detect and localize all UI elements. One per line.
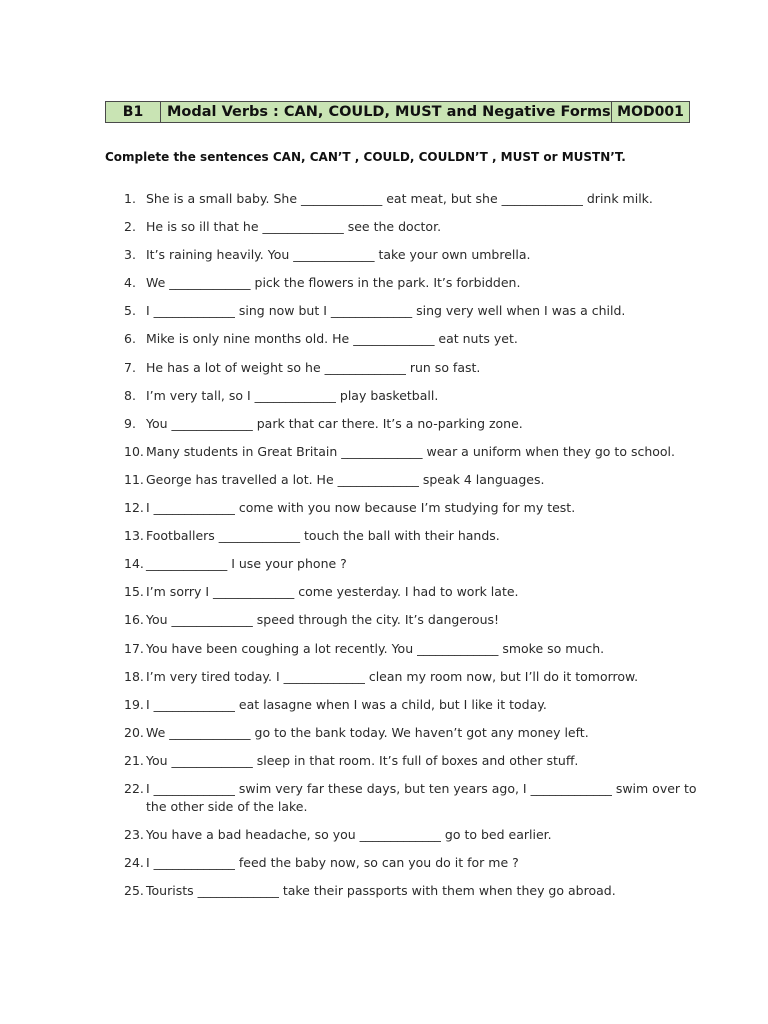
exercise-item (124, 471, 704, 489)
item-sentence: I _____________ feed the baby now, so can you do it for me ? (146, 855, 519, 871)
item-sentence: He has a lot of weight so he _____________ run so fast. (146, 359, 481, 375)
item-number: 14. (124, 556, 144, 572)
item-sentence: _____________ I use your phone ? (146, 556, 347, 572)
item-sentence: You have a bad headache, so you _____________ go to bed earlier. (146, 827, 552, 843)
item-number: 19. (124, 696, 144, 712)
exercise-item (124, 415, 704, 433)
item-number: 18. (124, 668, 144, 684)
item-number: 10. (124, 443, 144, 459)
item-sentence: You _____________ sleep in that room. It’s full of boxes and other stuff. (146, 752, 579, 768)
item-sentence: It’s raining heavily. You _____________ take your own umbrella. (146, 247, 531, 263)
item-number: 24. (124, 855, 144, 871)
worksheet-code: MOD001 (611, 102, 689, 122)
exercise-item (124, 190, 704, 208)
exercise-item (124, 443, 704, 461)
exercise-item (124, 359, 704, 377)
item-sentence: I _____________ come with you now because I’m studying for my test. (146, 500, 576, 516)
item-number: 7. (124, 359, 136, 375)
exercise-item (124, 640, 704, 658)
item-number: 8. (124, 387, 136, 403)
item-number: 15. (124, 584, 144, 600)
item-number: 13. (124, 528, 144, 544)
exercise-item (124, 780, 704, 816)
item-sentence: George has travelled a lot. He _____________ speak 4 languages. (146, 471, 545, 487)
exercise-list (124, 190, 704, 910)
exercise-item (124, 246, 704, 264)
worksheet-header (105, 101, 690, 123)
exercise-item (124, 611, 704, 629)
item-sentence: She is a small baby. She _____________ eat meat, but she _____________ drink milk. (146, 191, 653, 206)
exercise-item (124, 752, 704, 770)
exercise-item (124, 218, 704, 236)
level-label: B1 (106, 102, 161, 122)
exercise-item (124, 854, 704, 872)
item-number: 5. (124, 303, 136, 319)
item-sentence: Mike is only nine months old. He _____________ eat nuts yet. (146, 331, 518, 347)
item-number: 20. (124, 724, 144, 740)
item-sentence: Footballers _____________ touch the ball with their hands. (146, 528, 500, 544)
item-sentence: I _____________ sing now but I _____________ sing very well when I was a child. (146, 303, 626, 319)
item-sentence: He is so ill that he _____________ see the doctor. (146, 219, 442, 235)
item-sentence: I’m very tired today. I _____________ clean my room now, but I’ll do it tomorrow. (146, 668, 639, 684)
exercise-item (124, 274, 704, 292)
item-sentence: You _____________ park that car there. It’s a no-parking zone. (146, 415, 523, 431)
exercise-item (124, 826, 704, 844)
item-sentence: We _____________ go to the bank today. We haven’t got any money left. (146, 724, 589, 740)
item-number: 4. (124, 275, 136, 291)
exercise-item (124, 387, 704, 405)
item-number: 11. (124, 471, 144, 487)
worksheet-title: Modal Verbs : CAN, COULD, MUST and Negative Forms (167, 104, 611, 120)
exercise-item (124, 583, 704, 601)
item-sentence: Many students in Great Britain _____________ wear a uniform when they go to school. (146, 443, 675, 459)
item-sentence: I’m sorry I _____________ come yesterday. I had to work late. (146, 584, 519, 600)
exercise-item (124, 330, 704, 348)
item-number: 3. (124, 247, 136, 263)
exercise-item (124, 882, 704, 900)
item-number: 25. (124, 883, 144, 899)
exercise-item (124, 724, 704, 742)
item-sentence: We _____________ pick the flowers in the park. It’s forbidden. (146, 275, 521, 291)
item-number: 12. (124, 500, 144, 516)
item-sentence: I _____________ eat lasagne when I was a child, but I like it today. (146, 696, 547, 712)
item-number: 1. (124, 191, 136, 206)
item-sentence: I _____________ swim very far these days, but ten years ago, I _____________ swim over to the other side of the lake. (146, 780, 697, 814)
item-number: 2. (124, 219, 136, 235)
exercise-item (124, 527, 704, 545)
item-number: 16. (124, 612, 144, 628)
exercise-item (124, 555, 704, 573)
item-sentence: You have been coughing a lot recently. You _____________ smoke so much. (146, 640, 605, 656)
item-number: 21. (124, 752, 144, 768)
item-number: 17. (124, 640, 144, 656)
exercise-item (124, 499, 704, 517)
item-sentence: I’m very tall, so I _____________ play basketball. (146, 387, 439, 403)
item-number: 22. (124, 780, 144, 796)
item-number: 23. (124, 827, 144, 843)
item-sentence: Tourists _____________ take their passports with them when they go abroad. (146, 883, 616, 899)
item-sentence: You _____________ speed through the city. It’s dangerous! (146, 612, 500, 628)
exercise-item (124, 696, 704, 714)
instructions: Complete the sentences CAN, CAN’T , COULD, COULDN’T , MUST or MUSTN’T. (105, 150, 626, 164)
exercise-item (124, 668, 704, 686)
item-number: 9. (124, 415, 136, 431)
item-number: 6. (124, 331, 136, 347)
exercise-item (124, 302, 704, 320)
